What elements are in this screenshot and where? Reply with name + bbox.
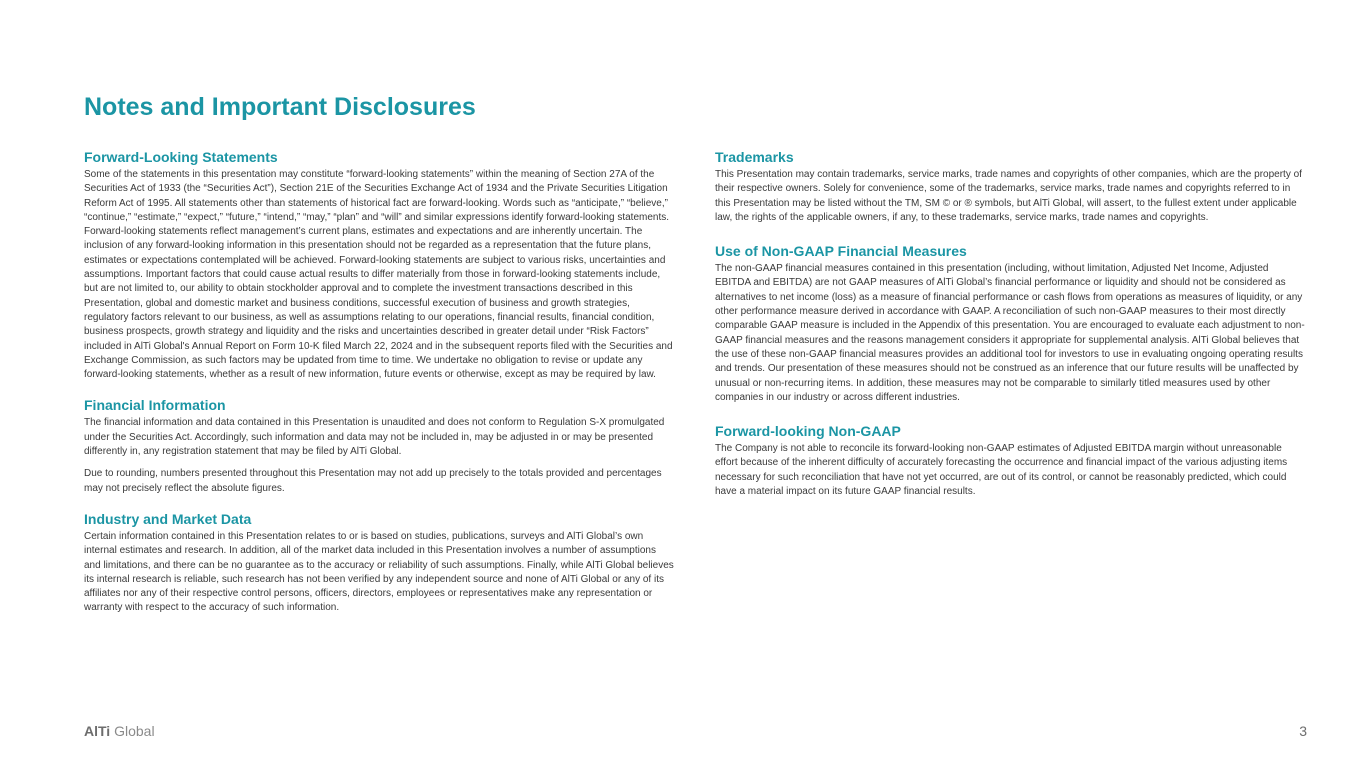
trademarks-body: This Presentation may contain trademarks, service marks, trade names and copyrights of other companies, which are the property of their respective owners. Solely for convenience, some of the trademarks, service marks, trade names and copyrights referred to in this Presentation may be listed without the TM, SM © or ® symbols, but AlTi Global, will assert, to the fullest extent under applicable law, the rights of the applicable owners, if any, to these trademarks, service marks, trade names and copyrights. xyxy=(715,169,1302,223)
section-trademarks xyxy=(715,148,1305,225)
company-logo xyxy=(84,723,155,739)
logo-rest-text: Global xyxy=(110,723,155,739)
page-number: 3 xyxy=(1299,723,1307,739)
section-forward-looking xyxy=(84,148,674,382)
section-heading-non-gaap: Use of Non-GAAP Financial Measures xyxy=(715,243,967,260)
industry-market-data-body: Certain information contained in this Presentation relates to or is based on studies, publications, surveys and AlTi Global’s own internal estimates and research. In addition, all of the market data included in this Presentation involves a number of assumptions and limitations, and there can be no guarantee as to the accuracy or reliability of such assumptions. Finally, while AlTi Global believes its internal research is reliable, such research has not been verified by any independent source and none of AlTi Global or any of its affiliates nor any of their respective control persons, officers, directors, employees or representatives make any representation or warranty with respect to the accuracy of such information. xyxy=(84,530,674,614)
section-heading-forward-looking: Forward-Looking Statements xyxy=(84,149,278,165)
section-heading-trademarks: Trademarks xyxy=(715,149,794,165)
section-heading-industry-market-data: Industry and Market Data xyxy=(84,510,252,527)
section-industry-market-data xyxy=(84,510,674,616)
financial-information-body-1: The financial information and data contained in this Presentation is unaudited and does not conform to Regulation S-X promulgated under the Securities Act. Accordingly, such information and data may not be included in, may be adjusted in or may be presented differently in, any registration statement that may be filed by AlTi Global. xyxy=(84,417,665,458)
page-title: Notes and Important Disclosures xyxy=(84,93,476,121)
logo-bold-text: AlTi xyxy=(84,723,111,739)
right-column xyxy=(715,148,1305,499)
section-financial-information xyxy=(84,396,674,495)
section-heading-forward-looking-non-gaap: Forward-looking Non-GAAP xyxy=(715,423,901,440)
section-forward-looking-non-gaap xyxy=(715,422,1305,499)
non-gaap-body: The non-GAAP financial measures contained in this presentation (including, without limitation, Adjusted Net Income, Adjusted EBITDA and EBITDA) are not GAAP measures of AlTi Global’s financial performance or liquidity and should not be considered as alternatives to net income (loss) as a measure of financial performance or cash flows from operations as measures of liquidity, or any other performance measure derived in accordance with GAAP. A reconciliation of such non-GAAP measures to their most directly comparable GAAP measure is included in the Appendix of this presentation. You are encouraged to evaluate each adjustment to non-GAAP financial measures and the reasons management considers it appropriate for supplemental analysis. AlTi Global believes that the use of these non-GAAP financial measures provides an additional tool for investors to use in evaluating ongoing operating results and trends. Our presentation of these measures should not be construed as an inference that our future results will be unaffected by unusual or non-recurring items. In addition, these measures may not be comparable to similarly titled measures used by other companies in our industry or across different industries. xyxy=(715,263,1305,403)
financial-information-body-2: Due to rounding, numbers presented throughout this Presentation may not add up precisely to the totals provided and percentages may not precisely reflect the absolute figures. xyxy=(84,468,662,494)
left-column xyxy=(84,148,674,616)
forward-looking-non-gaap-body: The Company is not able to reconcile its forward-looking non-GAAP estimates of Adjusted EBITDA margin without unreasonable effort because of the inherent difficulty of accurately forecasting the occurrence and financial impact of the various adjusting items necessary for such reconciliation that have not yet occurred, are out of its control, or cannot be reasonably predicted, which could have a material impact on its future GAAP financial results. xyxy=(715,443,1288,498)
section-non-gaap xyxy=(715,242,1305,405)
forward-looking-body: Some of the statements in this presentation may constitute “forward-looking statements” within the meaning of Section 27A of the Securities Act of 1933 (the “Securities Act”), Section 21E of the Securities Exchange Act of 1934 and the Private Securities Litigation Reform Act of 1995. All statements other than statements of historical fact are forward-looking. Words such as “anticipate,” “believe,” “continue,” “estimate,” “expect,” “future,” “intend,” “may,” “plan” and “will” and similar expressions identify forward-looking statements. Forward-looking statements reflect management’s current plans, estimates and expectations and are inherently uncertain. The inclusion of any forward-looking information in this presentation should not be regarded as a representation that the future plans, estimates or expectations contemplated will be achieved. Forward-looking statements are subject to various risks, uncertainties and assumptions. Important factors that could cause actual results to differ materially from those in forward-looking statements include, but are not limited to, our ability to obtain stockholder approval and to complete the investment transactions described in this Presentation, global and domestic market and business conditions, successful execution of business and growth strategies, regulatory factors relevant to our business, as well as assumptions relating to our operations, financial results, financial condition, business prospects, growth strategy and liquidity and the risks and uncertainties described in greater detail under “Risk Factors” included in AlTi Global's Annual Report on Form 10-K filed March 22, 2024 and in the subsequent reports filed with the Securities and Exchange Commission, as such factors may be updated from time to time. We undertake no obligation to revise or update any forward-looking statements, whether as a result of new information, future events or otherwise, except as may be required by law. xyxy=(84,169,673,381)
section-heading-financial-information: Financial Information xyxy=(84,397,226,414)
